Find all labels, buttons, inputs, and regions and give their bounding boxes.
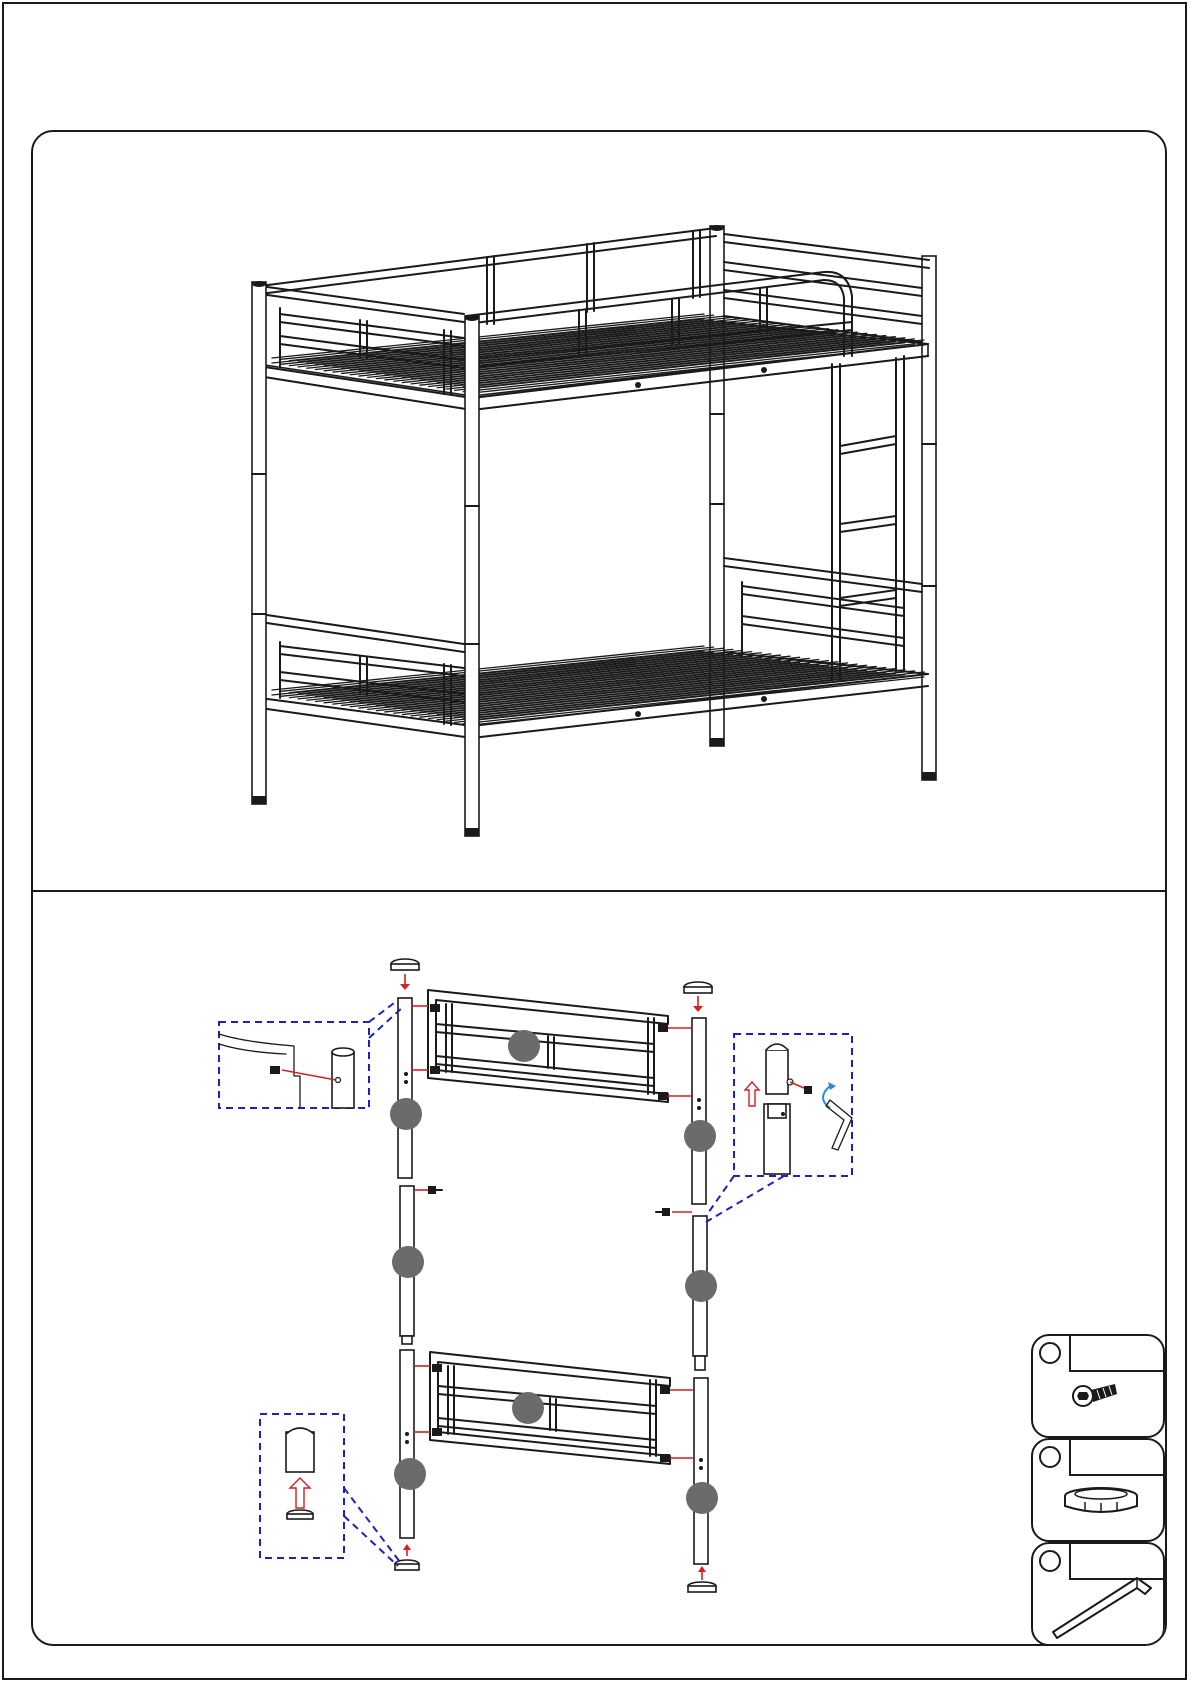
left-bottom-cap <box>395 1544 419 1570</box>
foot-cap-callout <box>260 1414 400 1566</box>
bolt-icon <box>1033 1336 1167 1440</box>
step-badge <box>684 1120 716 1152</box>
front-left-post <box>252 281 266 804</box>
lower-right-end-rails <box>724 558 922 656</box>
right-upper-post <box>692 1018 706 1204</box>
right-bottom-cap <box>688 1566 716 1592</box>
back-right-post <box>922 256 936 780</box>
left-lower-post <box>400 1350 414 1538</box>
step-badge <box>392 1246 424 1278</box>
hardware-panel-foot-cap <box>1031 1438 1165 1542</box>
upper-end-panel <box>428 990 668 1102</box>
hardware-panel-allen-key <box>1031 1542 1165 1646</box>
lower-end-panel <box>430 1352 670 1464</box>
step-badge <box>685 1270 717 1302</box>
step-badge <box>390 1098 422 1130</box>
bolt-detail-callout <box>219 1000 404 1108</box>
step-badge <box>508 1030 540 1062</box>
step-badge <box>394 1458 426 1490</box>
right-top-cap <box>684 982 712 1012</box>
instruction-frame <box>31 130 1167 1646</box>
allen-key-icon <box>1033 1544 1167 1646</box>
foot-cap-icon <box>1033 1440 1167 1544</box>
left-top-cap <box>391 959 419 990</box>
right-lower-post <box>694 1378 708 1564</box>
assembled-bunk-bed-illustration <box>33 132 1167 890</box>
step-badge <box>512 1392 544 1424</box>
ladder <box>832 356 904 680</box>
step-badge <box>686 1482 718 1514</box>
upper-back-guard-rail <box>260 228 716 324</box>
front-right-post <box>465 315 479 836</box>
hardware-panel-bolt <box>1031 1334 1165 1438</box>
page-border <box>2 2 1187 1680</box>
post-joint-callout <box>706 1034 852 1222</box>
loose-bolts <box>428 1186 670 1216</box>
left-upper-post <box>398 998 412 1178</box>
exploded-assembly-illustration <box>33 892 1167 1646</box>
